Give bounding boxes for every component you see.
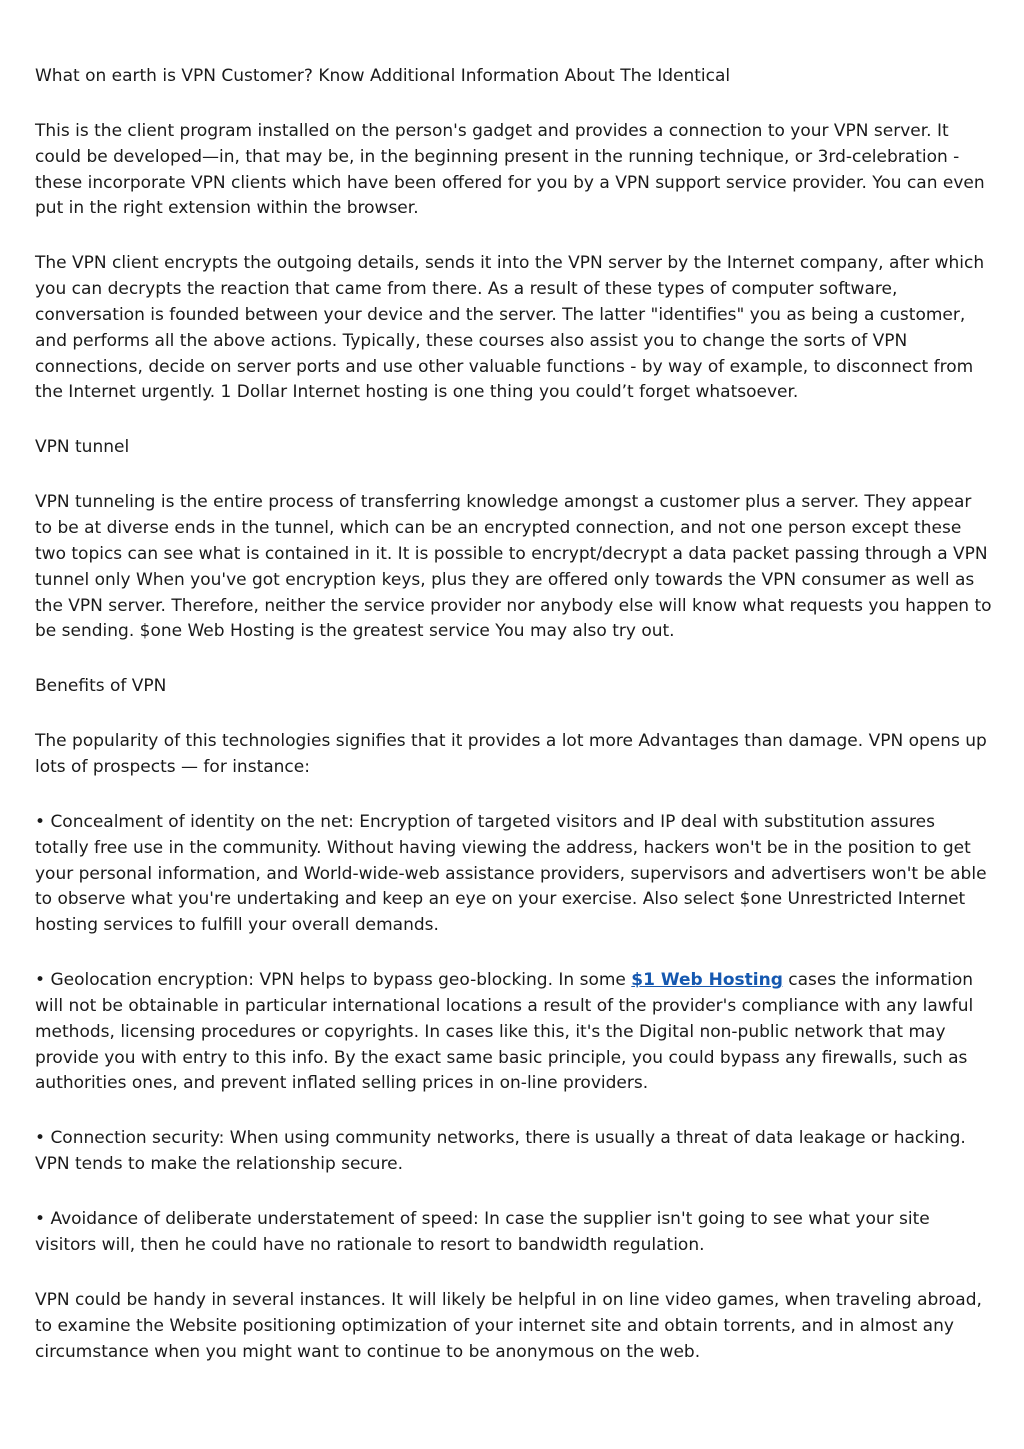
bullet-text: Connection security: When using community networks, there is usually a threat of data leakage or hacking. VPN tends to make the relationship secure. [35, 1128, 966, 1175]
bullet-item-connection-security [35, 1126, 993, 1178]
bullet-marker: • [35, 1209, 46, 1230]
tunnel-paragraph: VPN tunneling is the entire process of transferring knowledge amongst a customer plus a server. They appear to be at diverse ends in the tunnel, which can be an encrypted connection, and not one person except these two topics can see what is contained in it. It is possible to encrypt/decrypt a data packet passing through a VPN tunnel only When you've got encryption keys, plus they are offered only towards the VPN consumer as well as the VPN server. Therefore, neither the service provider nor anybody else will know what requests you happen to be sending. $one Web Hosting is the greatest service You may also try out. [35, 492, 992, 642]
bullet-marker: • [35, 970, 46, 991]
client-paragraph: The VPN client encrypts the outgoing details, sends it into the VPN server by the Internet company, after which you can decrypts the reaction that came from there. As a result of these types of computer software, conversation is founded between your device and the server. The latter "identifies" you as being a customer, and performs all the above actions. Typically, these courses also assist you to change the sorts of VPN connections, decide on server ports and use other valuable functions - by way of example, to disconnect from the Internet urgently. 1 Dollar Internet hosting is one thing you could’t forget whatsoever. [35, 253, 985, 403]
bullet-marker: • [35, 1128, 46, 1149]
document-body [35, 64, 993, 1395]
closing-paragraph: VPN could be handy in several instances. It will likely be helpful in on line video games, when traveling abroad, to examine the Website positioning optimization of your internet site and obtain torrents, and in almost any circumstance when you might want to continue to be anonymous on the web. [35, 1289, 982, 1362]
bullet-text-after-link: cases the information will not be obtainable in particular international locations a result of the provider's compliance with any lawful methods, licensing procedures or copyrights. In cases like this, it's the Digital non-public network that may provide you with entry to this info. By the exact same basic principle, you could bypass any firewalls, such as authorities ones, and prevent inflated selling prices in on-line providers. [35, 970, 974, 1094]
bullet-marker: • [35, 812, 46, 833]
bullet-text: Concealment of identity on the net: Encryption of targeted visitors and IP deal with substitution assures totally free use in the community. Without having viewing the address, hackers won't be in the position to get your personal information, and World-wide-web assistance providers, supervisors and advertisers won't be able to observe what you're undertaking and keep an eye on your exercise. Also select $one Unrestricted Internet hosting services to fulfill your overall demands. [35, 812, 987, 936]
bullet-item-concealment [35, 810, 993, 939]
bullet-item-avoidance [35, 1207, 993, 1259]
bullet-item-geolocation [35, 968, 993, 1097]
benefits-intro-paragraph: The popularity of this technologies signifies that it provides a lot more Advantages than damage. VPN opens up lots of prospects — for instance: [35, 731, 987, 778]
document-title: What on earth is VPN Customer? Know Additional Information About The Identical [35, 66, 731, 86]
benefits-heading: Benefits of VPN [35, 676, 167, 697]
web-hosting-link[interactable]: $1 Web Hosting [631, 970, 783, 991]
intro-paragraph: This is the client program installed on the person's gadget and provides a connection to your VPN server. It could be developed—in, that may be, in the beginning present in the running technique, or 3rd-celebration - these incorporate VPN clients which have been offered for you by a VPN support service provider. You can even put in the right extension within the browser. [35, 120, 985, 219]
bullet-text: Avoidance of deliberate understatement of speed: In case the supplier isn't going to see what your site visitors will, then he could have no rationale to resort to bandwidth regulation. [35, 1209, 930, 1255]
bullet-text-before-link: Geolocation encryption: VPN helps to bypass geo-blocking. In some [50, 970, 632, 991]
tunnel-heading: VPN tunnel [35, 437, 130, 458]
